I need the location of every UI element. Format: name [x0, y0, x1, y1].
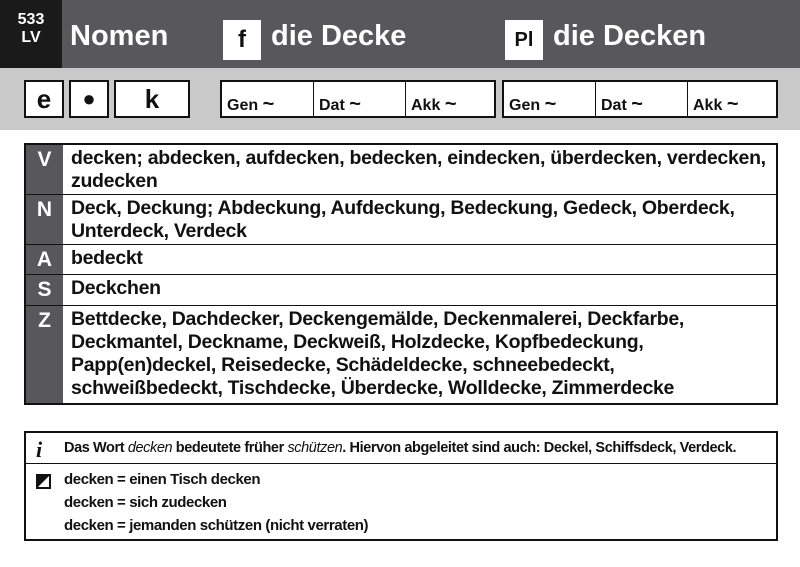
case-form: ~ — [262, 93, 275, 115]
case-label: Gen — [227, 97, 259, 114]
word-family-row-adjectives — [26, 245, 776, 275]
case-cell — [504, 82, 596, 116]
case-cell — [596, 82, 688, 116]
case-label: Akk — [411, 97, 441, 114]
header-band — [0, 0, 800, 68]
plural-cases — [502, 80, 778, 118]
case-cell — [314, 82, 406, 116]
gender-marker: f — [223, 20, 261, 60]
word-class: Nomen — [70, 20, 169, 52]
word-family-row-compounds — [26, 306, 776, 403]
singular-cases — [220, 80, 496, 118]
row-text: Deckchen — [71, 277, 161, 299]
singular-form: die Decke — [271, 20, 407, 52]
row-text: bedeckt — [71, 247, 143, 269]
case-label: Gen — [509, 97, 541, 114]
case-form: ~ — [349, 93, 361, 115]
card-level: LV — [21, 29, 41, 46]
ending-box: e — [24, 80, 64, 118]
row-letter: S — [26, 275, 63, 305]
case-form: ~ — [544, 93, 557, 115]
row-text: Bettdecke, Dachdecker, Deckengemälde, Deckenmalerei, Deckfarbe, Deckmantel, Deckname, Deckweiß, Holzdecke, Kopfbedeckung, Papp(en)deckel, Reisedecke, Schädeldecke, schneebedeckt, schweißbedeckt, Tischdecke, Überdecke, Wolldecke, Zimmerdecke — [71, 308, 685, 399]
row-letter: Z — [26, 306, 63, 403]
row-letter: A — [26, 245, 63, 274]
case-label: Dat — [319, 97, 345, 114]
case-cell — [688, 82, 776, 116]
row-text: Deck, Deckung; Abdeckung, Aufdeckung, Bedeckung, Gedeck, Oberdeck, Unterdeck, Verdeck — [71, 197, 735, 242]
meaning-icon — [36, 474, 51, 489]
meaning-line: decken = einen Tisch decken — [64, 471, 261, 488]
word-family-row-verbs — [26, 145, 776, 195]
case-cell — [222, 82, 314, 116]
meaning-line: decken = jemanden schützen (nicht verraten) — [64, 517, 369, 534]
case-form: ~ — [444, 93, 457, 115]
row-letter: V — [26, 145, 63, 194]
case-label: Akk — [693, 97, 723, 114]
plural-marker: Pl — [505, 20, 543, 60]
info-icon: i — [36, 437, 43, 462]
case-form: ~ — [631, 93, 643, 115]
word-family-table — [24, 143, 778, 405]
case-label: Dat — [601, 97, 627, 114]
card-number: 533 — [17, 11, 45, 28]
row-text: decken; abdecken, aufdecken, bedecken, eindecken, überdecken, verdecken, zudecken — [71, 147, 766, 192]
plural-form: die Decken — [553, 20, 707, 52]
meaning-line: decken = sich zudecken — [64, 494, 227, 511]
dot-icon: ● — [82, 86, 96, 111]
word-family-row-nouns — [26, 195, 776, 245]
ending-dot-box — [69, 80, 109, 118]
card-number-badge — [0, 0, 62, 68]
info-box — [24, 431, 778, 541]
case-cell — [406, 82, 494, 116]
etymology-text: Das Wort decken bedeutete früher schützen. Hiervon abgeleitet sind auch: Deckel, Schiffsdeck, Verdeck. — [64, 440, 737, 456]
word-family-row-diminutive — [26, 275, 776, 306]
row-letter: N — [26, 195, 63, 244]
etymology-note — [26, 433, 776, 464]
type-box: k — [114, 80, 190, 118]
case-form: ~ — [726, 93, 739, 115]
